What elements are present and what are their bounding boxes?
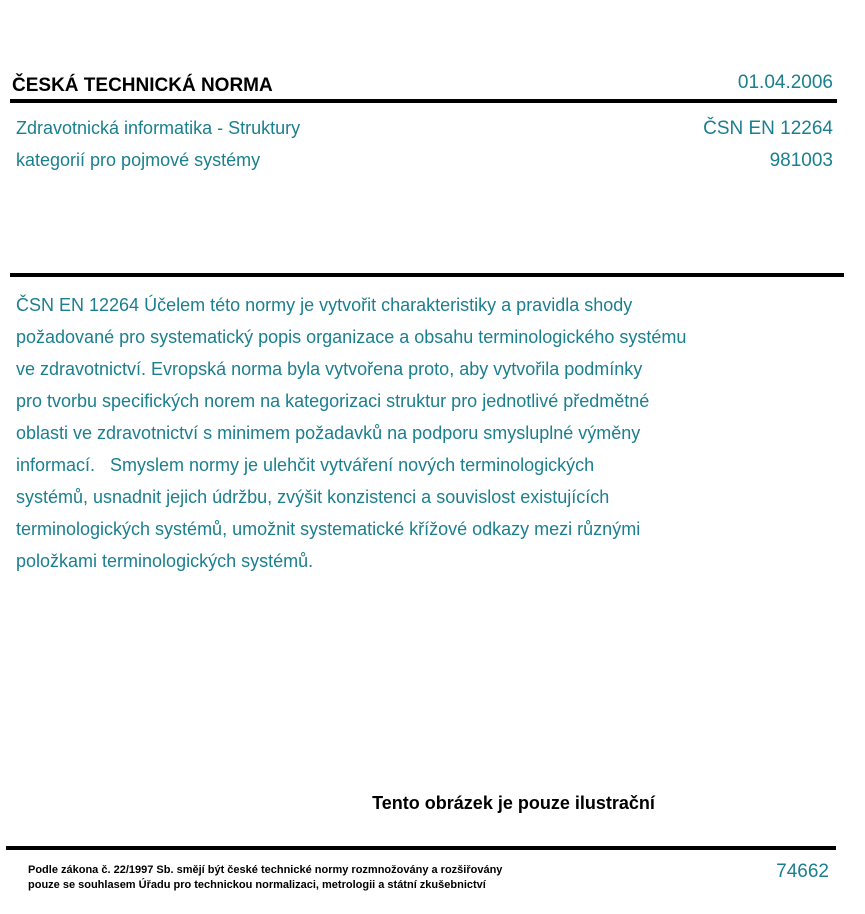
abstract-line: položkami terminologických systémů. bbox=[16, 551, 314, 571]
abstract-line: informací. Smyslem normy je ulehčit vytváření nových terminologických bbox=[16, 455, 595, 475]
issue-date: 01.04.2006 bbox=[737, 72, 833, 93]
abstract-line: oblasti ve zdravotnictví s minimem požadavků na podporu smysluplné výměny bbox=[16, 423, 641, 443]
abstract-text bbox=[16, 289, 836, 577]
title-line-1: Zdravotnická informatika - Struktury bbox=[16, 118, 301, 138]
legal-notice-line-1: Podle zákona č. 22/1997 Sb. smějí být české technické normy rozmnožovány a rozšiřovány bbox=[28, 864, 503, 876]
classification-code: 981003 bbox=[769, 150, 833, 171]
abstract-line: požadované pro systematický popis organizace a obsahu terminologického systému bbox=[16, 327, 687, 347]
abstract-line: ve zdravotnictví. Evropská norma byla vytvořena proto, aby vytvořila podmínky bbox=[16, 359, 643, 379]
document-number: 74662 bbox=[776, 861, 829, 882]
title-line-2: kategorií pro pojmové systémy bbox=[16, 150, 261, 170]
standard-code: ČSN EN 12264 bbox=[703, 118, 833, 139]
legal-notice-line-2: pouze se souhlasem Úřadu pro technickou normalizaci, metrologii a státní zkušebnictví bbox=[28, 879, 486, 891]
abstract-top-rule bbox=[10, 273, 844, 277]
abstract-line: systémů, usnadnit jejich údržbu, zvýšit konzistenci a souvislost existujících bbox=[16, 487, 610, 507]
abstract-line: pro tvorbu specifických norem na kategorizaci struktur pro jednotlivé předmětné bbox=[16, 391, 650, 411]
abstract-line: terminologických systémů, umožnit systematické křížové odkazy mezi různými bbox=[16, 519, 641, 539]
footer-rule bbox=[6, 846, 836, 850]
document-type-heading: ČESKÁ TECHNICKÁ NORMA bbox=[12, 75, 273, 96]
header-rule bbox=[10, 99, 837, 103]
illustration-note: Tento obrázek je pouze ilustrační bbox=[372, 793, 655, 813]
abstract-line: ČSN EN 12264 Účelem této normy je vytvořit charakteristiky a pravidla shody bbox=[16, 295, 633, 315]
